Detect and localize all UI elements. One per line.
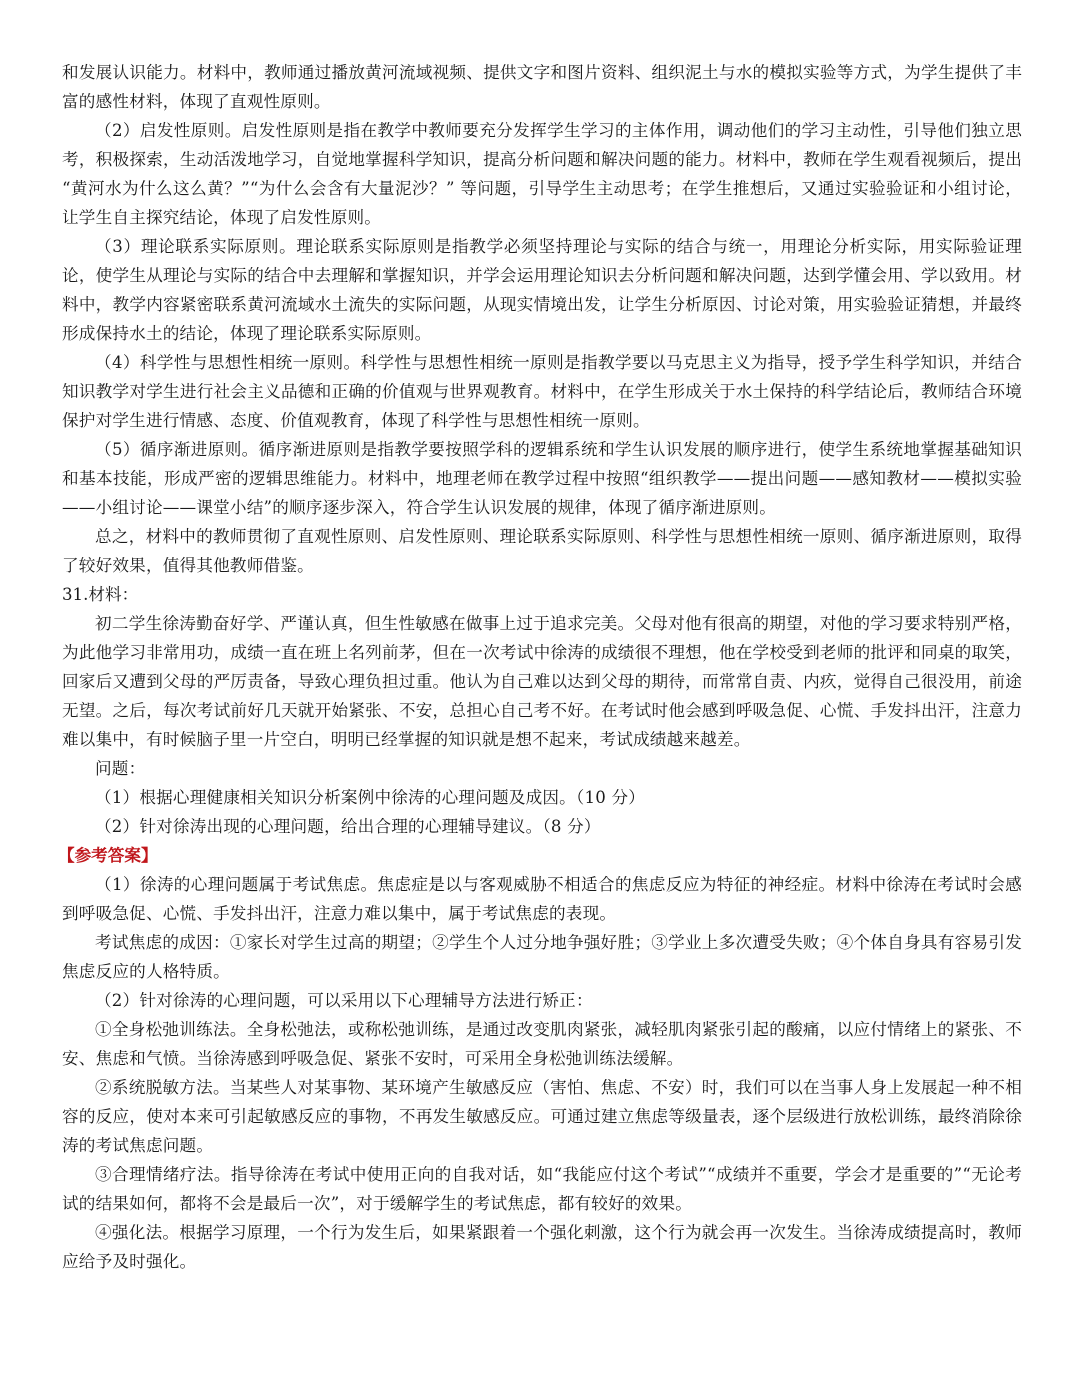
question-label: 问题： — [95, 759, 146, 778]
question-item-1: （1）根据心理健康相关知识分析案例中徐涛的心理问题及成因。（10 分） — [95, 788, 646, 807]
question-item-2: （2）针对徐涛出现的心理问题，给出合理的心理辅导建议。（8 分） — [95, 817, 601, 836]
answer-2-method-2: ②系统脱敏方法。当某些人对某事物、某环境产生敏感反应（害怕、焦虑、不安）时，我们可以在当事人身上发展起一种不相容的反应，使对本来可引起敏感反应的事物，不再发生敏感反应。可通过建立焦虑等级量表，逐个层级进行放松训练，最终消除徐涛的考试焦虑问题。 — [62, 1078, 1022, 1155]
answer-2-intro: （2）针对徐涛的心理问题，可以采用以下心理辅导方法进行矫正： — [95, 991, 593, 1010]
paragraph-science-ideology-principle: （4）科学性与思想性相统一原则。科学性与思想性相统一原则是指教学要以马克思主义为指导，授予学生科学知识，并结合知识教学对学生进行社会主义品德和正确的价值观与世界观教育。材料中，在学生形成关于水土保持的科学结论后，教师结合环境保护对学生进行情感、态度、价值观教育，体现了科学性与思想性相统一原则。 — [62, 353, 1022, 430]
question-31-material: 初二学生徐涛勤奋好学、严谨认真，但生性敏感在做事上过于追求完美。父母对他有很高的期望，对他的学习要求特别严格，为此他学习非常用功，成绩一直在班上名列前茅，但在一次考试中徐涛的成绩很不理想，他在学校受到老师的批评和同桌的取笑，回家后又遭到父母的严厉责备，导致心理负担过重。他认为自己难以达到父母的期待，而常常自责、内疚，觉得自己很没用，前途无望。之后，每次考试前好几天就开始紧张、不安，总担心自己考不好。在考试时他会感到呼吸急促、心慌、手发抖出汗，注意力难以集中，有时候脑子里一片空白，明明已经掌握的知识就是想不起来，考试成绩越来越差。 — [62, 614, 1022, 749]
paragraph-gradual-principle: （5）循序渐进原则。循序渐进原则是指教学要按照学科的逻辑系统和学生认识发展的顺序进行，使学生系统地掌握基础知识和基本技能，形成严密的逻辑思维能力。材料中，地理老师在教学过程中按照“组织教学——提出问题——感知教材——模拟实验——小组讨论——课堂小结”的顺序逐步深入，符合学生认识发展的规律，体现了循序渐进原则。 — [62, 440, 1022, 517]
answer-1-causes: 考试焦虑的成因：①家长对学生过高的期望；②学生个人过分地争强好胜；③学业上多次遭受失败；④个体自身具有容易引发焦虑反应的人格特质。 — [62, 933, 1022, 981]
paragraph-heuristic-principle: （2）启发性原则。启发性原则是指在教学中教师要充分发挥学生学习的主体作用，调动他们的学习主动性，引导他们独立思考，积极探索，生动活泼地学习，自觉地掌握科学知识，提高分析问题和解决问题的能力。材料中，教师在学生观看视频后，提出 “黄河水为什么这么黄？”“为什么会含有大量泥沙？” 等问题，引导学生主动思考；在学生推想后，又通过实验验证和小组讨论，让学生自主探究结论，体现了启发性原则。 — [62, 121, 1022, 227]
document-page — [58, 58, 1022, 1276]
question-31-title: 31.材料： — [62, 585, 139, 604]
answer-2-method-1: ①全身松弛训练法。全身松弛法，或称松弛训练，是通过改变肌肉紧张，减轻肌肉紧张引起的酸痛，以应付情绪上的紧张、不安、焦虑和气愤。当徐涛感到呼吸急促、紧张不安时，可采用全身松弛训练法缓解。 — [62, 1020, 1022, 1068]
reference-answer-label: 【参考答案】 — [58, 845, 158, 865]
answer-2-method-4: ④强化法。根据学习原理，一个行为发生后，如果紧跟着一个强化刺激，这个行为就会再一次发生。当徐涛成绩提高时，教师应给予及时强化。 — [62, 1223, 1022, 1271]
paragraph-summary: 总之，材料中的教师贯彻了直观性原则、启发性原则、理论联系实际原则、科学性与思想性相统一原则、循序渐进原则，取得了较好效果，值得其他教师借鉴。 — [62, 527, 1022, 575]
answer-2-method-3: ③合理情绪疗法。指导徐涛在考试中使用正向的自我对话，如“我能应付这个考试”“成绩并不重要，学会才是重要的”“无论考试的结果如何，都将不会是最后一次”，对于缓解学生的考试焦虑，都有较好的效果。 — [62, 1165, 1022, 1213]
paragraph-continuation: 和发展认识能力。材料中，教师通过播放黄河流域视频、提供文字和图片资料、组织泥土与水的模拟实验等方式，为学生提供了丰富的感性材料，体现了直观性原则。 — [62, 63, 1022, 111]
answer-1: （1）徐涛的心理问题属于考试焦虑。焦虑症是以与客观威胁不相适合的焦虑反应为特征的神经症。材料中徐涛在考试时会感到呼吸急促、心慌、手发抖出汗，注意力难以集中，属于考试焦虑的表现。 — [62, 875, 1022, 923]
paragraph-theory-practice-principle: （3）理论联系实际原则。理论联系实际原则是指教学必须坚持理论与实际的结合与统一，用理论分析实际，用实际验证理论，使学生从理论与实际的结合中去理解和掌握知识，并学会运用理论知识去分析问题和解决问题，达到学懂会用、学以致用。材料中，教学内容紧密联系黄河流域水土流失的实际问题，从现实情境出发，让学生分析原因、讨论对策，用实验验证猜想，并最终形成保持水土的结论，体现了理论联系实际原则。 — [62, 237, 1022, 343]
